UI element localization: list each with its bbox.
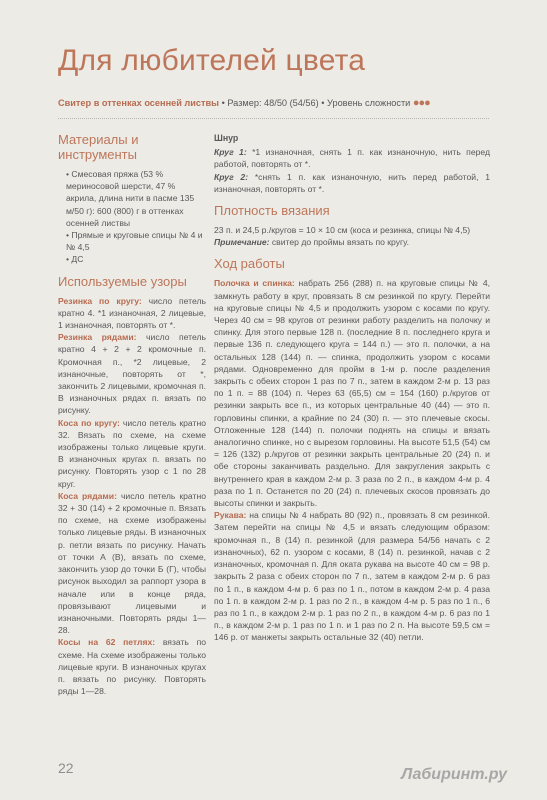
cord-round-label: Круг 2: [214, 171, 249, 182]
pattern-item [58, 295, 206, 332]
pattern-item [58, 490, 206, 636]
left-column [58, 128, 206, 697]
project-subtitle [58, 97, 498, 109]
work-section [214, 277, 490, 509]
pattern-name: Коса рядами: [58, 490, 117, 501]
page-number: 22 [58, 760, 74, 776]
pattern-item [58, 331, 206, 416]
difficulty-dots: ●●● [412, 97, 430, 109]
pattern-name: Коса по кругу: [58, 417, 120, 428]
right-column [214, 128, 490, 644]
cord-round-text: *снять 1 п. как изнаночную, нить перед работой, 1 изнаночная, повторять от *. [214, 171, 490, 194]
pattern-name: Резинка рядами: [58, 332, 137, 343]
work-section-text: на спицы № 4 набрать 80 (92) п., провязать 8 см резинкой. Затем перейти на спицы № 4,5 и вязать следующим образом: кромочная п., 8 (14) п. резинкой (для размера 54/56 начать с 2 изнаночных), 62 п. узором с косами, 8 (14) п. резинкой, начав с 2 изнаночных, кромочная п. Для оката рукава на высоте 40 см = 98 р. закрыть 2 раза с обеих сторон по 7 п., затем в каждом 2-м р. 6 раз по 1 п., в каждом 4-м р. 6 раз по 1 п., потом в каждом 2-м р. 4 раза по 1 п. в каждом 2-м р. 1 раз по 2 п., в каждом 4-м р. 5 раз по 1 п., 6 раз по 1 п., в каждом 2-м р. 1 раз по 2 п., в каждом 4-м р. 6 раз по 1 п., в каждом 2-м р. 1 раз по 1 п. и 1 раз по 2 п. На высоте 59,5 см = 146 р. от манжеты закрыть остальные 32 (40) петли. [214, 510, 490, 643]
pattern-text: число петель кратно 4 + 2 + 2 кромочные п. Кромочная п., *2 лицевые, 2 изнаночные, повторять от *, закончить 2 лицевыми, кромочная п. В изнаночных рядах п. вязать по рисунку. [58, 332, 206, 416]
density-heading: Плотность вязания [214, 203, 330, 219]
pattern-text: вязать по схеме. На схеме изображены только лицевые круги. В изнаночных кругах п. вязать по рисунку. Повторять ряды 1—28. [58, 637, 206, 697]
cord-round-label: Круг 1: [214, 147, 247, 158]
work-section-label: Рукава: [214, 510, 247, 521]
work-section-label: Полочка и спинка: [214, 278, 295, 289]
project-name: Свитер в оттенках осенней листвы [58, 98, 220, 108]
project-level: • Уровень сложности [321, 98, 411, 108]
cord-heading: Шнур [214, 133, 239, 143]
project-size: • Размер: 48/50 (54/56) [221, 98, 319, 108]
pattern-item [58, 417, 206, 490]
materials-item: • ДС [66, 254, 84, 265]
divider [58, 118, 489, 119]
patterns-heading: Используемые узоры [58, 273, 187, 289]
density-note [214, 236, 490, 248]
materials-heading: Материалы и инструменты [58, 132, 139, 162]
cord-round [214, 171, 490, 195]
cord-round [214, 146, 490, 170]
work-section [214, 509, 490, 643]
density-note-label: Примечание: [214, 237, 270, 248]
pattern-name: Косы на 62 петлях: [58, 637, 156, 648]
publisher-watermark: Лабиринт.ру [401, 766, 507, 783]
pattern-text: число петель кратно 4. *1 изнаночная, 2 лицевые, 1 изнаночная, повторять от *. [58, 295, 206, 331]
pattern-name: Резинка по кругу: [58, 295, 142, 306]
cord-round-text: *1 изнаночная, снять 1 п. как изнаночную, нить перед работой, повторять от *. [214, 147, 490, 170]
materials-item: • Прямые и круговые спицы № 4 и № 4,5 [66, 230, 203, 253]
work-heading: Ход работы [214, 256, 285, 272]
pattern-item [58, 636, 206, 697]
work-section-text: набрать 256 (288) п. на круговые спицы № 4, замкнуть работу в круг, провязать 8 см резинкой по кругу. Перейти на круговые спицы № 4,5 и продолжить узором с косами по кругу. Через 40 см = 98 кругов от резинки работу разделить на полочку и спинку. Для этого первые 128 п. (последние 8 п. последнего круга и первые 136 п. следующего круга = 144 п.) — это п. полочки, а на остальных 128 (144) п. — спинка, продолжить узором с косами рядами. Одновременно для пройм в 1-м р. после разделения закрыть с обеих сторон 1 раз по 7 п., затем в каждом 2-м р. 13 раз по 1 п. = 88 (104) п. Через 63 (65,5) см = 154 (160) р./кругов от резинки закрыть все п., из которых центральные 40 (44) — это п. горловины спинки, а крайние по 24 (30) п. — это плечевые скосы. Отложенные 128 (144) п. полочки поднять на спицы и вязать аналогично спинке, но с вырезом горловины. На высоте 51,5 (54) см = 126 (132) р./кругов от резинки закрыть центральные 20 (24) п. и обе стороны заканчивать раздельно. Для закругления закрыть с внутреннего края в каждом 2-м р. 3 раза по 2 п., в каждом 4-м р. 4 раза по 1 п. Останется по 20 (24) п. плечевых скосов провязать до высоты спинки и закрыть. [214, 278, 490, 509]
density-text: 23 п. и 24,5 р./кругов = 10 × 10 см (коса и резинка, спицы № 4,5) [214, 225, 471, 236]
materials-item: • Смесовая пряжа (53 % мериносовой шерсти, 47 % акрила, длина нити в пасме 135 м/50 г): 600 (800) г в оттенках осенней листвы [66, 169, 195, 228]
pattern-text: число петель кратно 32 + 30 (14) + 2 кромочные п. Вязать по схеме, на схеме изображены только лицевые ряды. В изнаночных р. петли вязать по рисунку. Начать от точки А (В), вязать по схеме, закончить узор до точки Б (Г), чтобы рисунок выходил за раппорт узора в начале или в конце ряда, провязывают лицевыми и изнаночными. Повторять ряды 1—28. [58, 490, 206, 636]
density-note-text: свитер до проймы вязать по кругу. [269, 237, 409, 248]
page-title: Для любителей цвета [58, 44, 366, 77]
pattern-text: число петель кратно 32. Вязать по схеме, на схеме изображены только лицевые круги. В изнаночных кругах п. вязать по рисунку. Повторять узор с 1 по 28 круг. [58, 417, 206, 489]
